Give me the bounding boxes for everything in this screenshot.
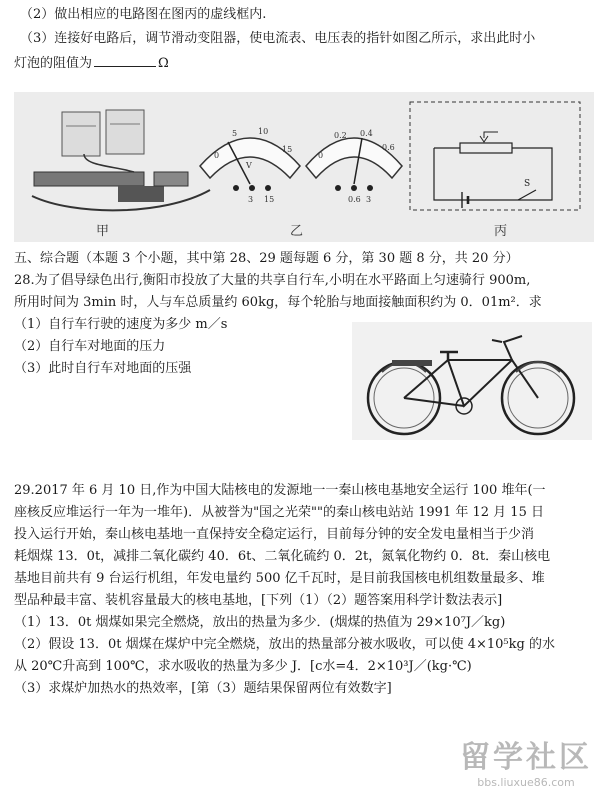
q27-part2-text: （2）做出相应的电路图在图丙的虚线框内.	[20, 7, 267, 22]
rheostat-device	[34, 172, 144, 186]
ammeter-device	[62, 112, 100, 156]
ammeter-terminal-3: 3	[248, 195, 254, 204]
switch-symbol	[518, 190, 536, 200]
q29-sub-2a: （2）假设 13．0t 烟煤在煤炉中完全燃烧，放出的热量部分被水吸收，可以使 4×10⁵kg 的水	[14, 637, 555, 652]
answer-blank	[94, 54, 156, 67]
ammeter-tick-15: 15	[282, 145, 293, 154]
ammeter-tick-0: 0	[214, 151, 220, 160]
voltmeter-tick-0-4: 0.4	[360, 129, 373, 138]
voltmeter-terminal-0-6: 0.6	[348, 195, 361, 204]
q27-part3-unit: Ω	[158, 56, 169, 71]
ammeter-tick-5: 5	[232, 129, 238, 138]
ammeter-letter: V	[246, 161, 252, 170]
q28-text-1: 28.为了倡导绿色出行,衡阳市投放了大量的共享自行车,小明在水平路面上匀速骑行 900m,	[14, 273, 531, 288]
watermark-url: bbs.liuxue86.com	[477, 776, 575, 789]
q28-sub-3: （3）此时自行车对地面的压强	[14, 361, 192, 376]
q29-line-5: 基地目前共有 9 台运行机组，年发电量约 500 亿千瓦时，是目前我国核电机组数量最多、堆	[14, 571, 545, 586]
q29-line-1: 29.2017 年 6 月 10 日,作为中国大陆核电的发源地一一秦山核电基地安全运行 100 堆年(一	[14, 483, 546, 498]
voltmeter-tick-0: 0	[318, 151, 324, 160]
voltmeter-terminal-3: 3	[366, 195, 372, 204]
rheostat-symbol	[460, 143, 512, 153]
circuit-diagram-box	[410, 102, 580, 210]
ammeter-terminal-15: 15	[264, 195, 275, 204]
q27-part3-text: （3）连接好电路后，调节滑动变阻器，使电流表、电压表的指针如图乙所示，求出此时小	[20, 31, 536, 46]
ammeter-dial	[200, 127, 300, 204]
switch-device	[154, 172, 188, 186]
caption-yi: 乙	[290, 224, 304, 239]
q27-part3-answer-line	[14, 54, 593, 73]
section-heading: 五、综合题（本题 3 个小题，其中第 28、29 题每题 6 分，第 30 题 8 分，共 20 分）	[14, 251, 519, 266]
q29-sub-3: （3）求煤炉加热水的热效率，[第（3）题结果保留两位有效数字]	[14, 681, 392, 696]
q27-part3-prefix: 灯泡的阻值为	[14, 56, 93, 71]
q29-sub-1: （1）13．0t 烟煤如果完全燃烧，放出的热量为多少．(烟煤的热值为 29×10⁷J／kg)	[14, 615, 506, 630]
q29-line-4: 耗烟煤 13．0t，减排二氧化碳约 40．6t、二氧化硫约 0．2t，氮氧化物约 0．8t．秦山核电	[14, 549, 551, 564]
q29-line-2: 座核反应堆运行一年为一堆年)．从被誉为"国之光荣""的秦山核电站站 1991 年 12 月 15 日	[14, 505, 544, 520]
caption-bing: 丙	[494, 224, 508, 239]
voltmeter-dial	[306, 129, 402, 204]
circuit-figure	[14, 92, 594, 242]
q29-sub-2b: 从 20℃升高到 100℃，求水吸收的热量为多少 J．[c水=4．2×10³J／(kg·℃)	[14, 659, 472, 674]
q29-line-3: 投入运行开始，秦山核电基地一直保持安全稳定运行，目前每分钟的安全发电量相当于少消	[14, 527, 535, 542]
watermark-main: 留学社区	[460, 740, 592, 775]
bicycle-image	[352, 322, 592, 440]
equipment-photo	[32, 110, 210, 210]
q29-line-6: 型品种最丰富、装机容量最大的核电基地，[下列（1）（2）题答案用科学计数法表示]	[14, 593, 503, 608]
battery-device	[118, 186, 164, 202]
ammeter-tick-10: 10	[258, 127, 269, 136]
voltmeter-tick-0-6: 0.6	[382, 143, 395, 152]
q28-sub-2: （2）自行车对地面的压力	[14, 339, 166, 354]
voltmeter-tick-0-2: 0.2	[334, 131, 347, 140]
caption-jia: 甲	[96, 224, 110, 239]
q28-text-2: 所用时间为 3min 时，人与车总质量约 60kg，每个轮胎与地面接触面积约为 0．01m²．求	[14, 295, 542, 310]
voltmeter-device	[106, 110, 144, 154]
q28-sub-1: （1）自行车行驶的速度为多少 m／s	[14, 317, 228, 332]
bicycle-icon	[352, 322, 592, 440]
switch-label: S	[524, 179, 531, 189]
site-watermark	[457, 740, 595, 798]
